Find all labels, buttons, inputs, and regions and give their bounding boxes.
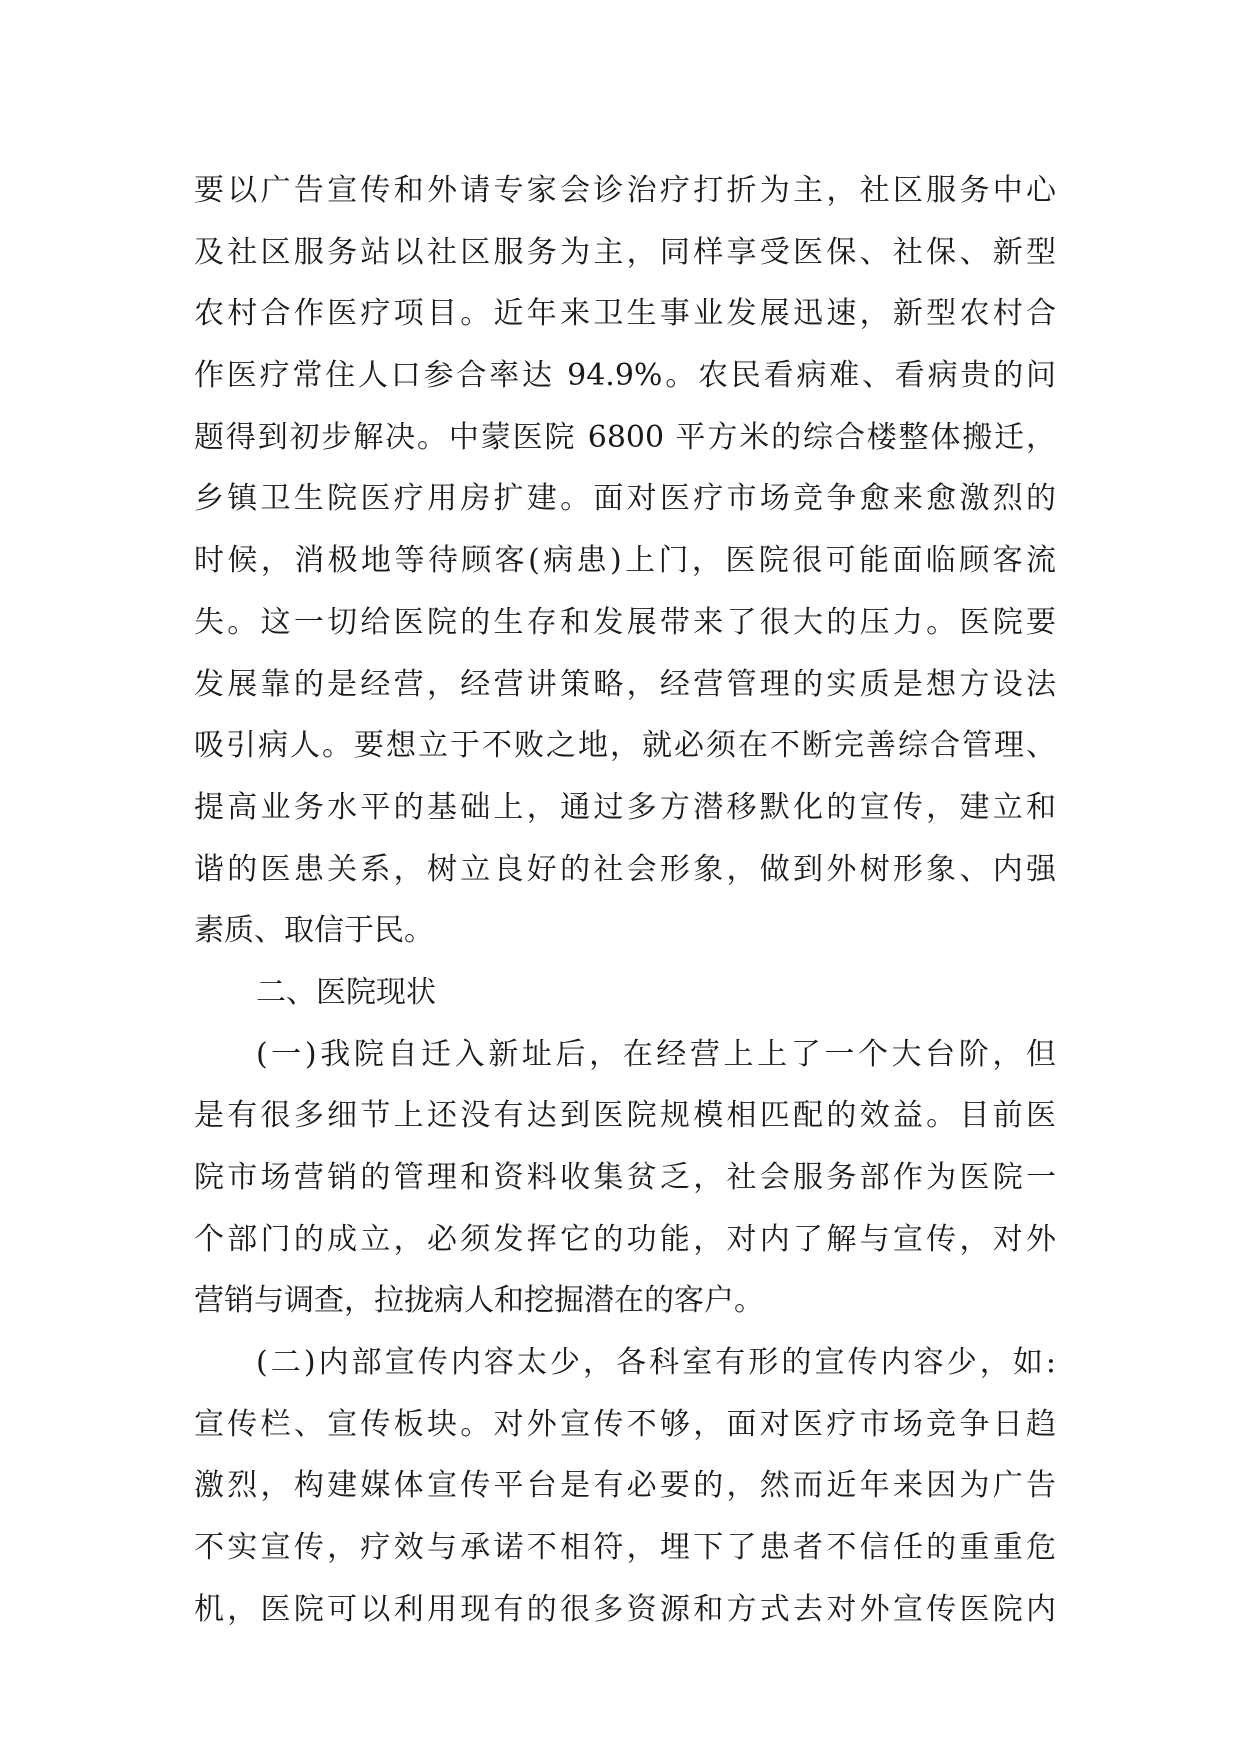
text-line: 素质、取信于民。: [194, 913, 434, 949]
text-line: 激烈，构建媒体宣传平台是有必要的，然而近年来因为广告: [194, 1468, 1056, 1504]
document-body: [194, 160, 1056, 1641]
text-line: 院市场营销的管理和资料收集贫乏，社会服务部作为医院一: [194, 1160, 1056, 1195]
text-line: 及社区服务站以社区服务为主，同样享受医保、社保、新型: [194, 234, 1056, 270]
text-line: 是有很多细节上还没有达到医院规模相匹配的效益。目前医: [194, 1098, 1056, 1134]
text-line: 吸引病人。要想立于不败之地，就必须在不断完善综合管理、: [194, 728, 1056, 764]
text-line: 谐的医患关系，树立良好的社会形象，做到外树形象、内强: [194, 851, 1056, 887]
text-line: 题得到初步解决。中蒙医院 6800 平方米的综合楼整体搬迁，: [194, 419, 1056, 455]
text-line: 机，医院可以利用现有的很多资源和方式去对外宣传医院内: [194, 1591, 1056, 1627]
text-line: 乡镇卫生院医疗用房扩建。面对医疗市场竞争愈来愈激烈的: [194, 481, 1056, 517]
text-line: 失。这一切给医院的生存和发展带来了很大的压力。医院要: [194, 604, 1056, 640]
text-line: 农村合作医疗项目。近年来卫生事业发展迅速，新型农村合: [194, 296, 1056, 332]
text-line: 不实宣传，疗效与承诺不相符，埋下了患者不信任的重重危: [194, 1530, 1056, 1566]
text-line: 发展靠的是经营，经营讲策略，经营管理的实质是想方设法: [194, 666, 1056, 702]
text-line: 营销与调查，拉拢病人和挖掘潜在的客户。: [194, 1283, 764, 1319]
section-heading: 二、医院现状: [256, 974, 436, 1010]
text-line: (一)我院自迁入新址后，在经营上上了一个大台阶，但: [256, 1036, 1056, 1072]
text-line: 时候，消极地等待顾客(病患)上门，医院很可能面临顾客流: [194, 543, 1056, 579]
text-line: 作医疗常住人口参合率达 94.9%。农民看病难、看病贵的问: [194, 358, 1056, 394]
text-line: 个部门的成立，必须发挥它的功能，对内了解与宣传，对外: [194, 1221, 1056, 1257]
text-line: 提高业务水平的基础上，通过多方潜移默化的宣传，建立和: [194, 789, 1056, 825]
text-line: (二)内部宣传内容太少，各科室有形的宣传内容少，如:: [256, 1345, 1056, 1381]
text-line: 宣传栏、宣传板块。对外宣传不够，面对医疗市场竞争日趋: [194, 1406, 1056, 1442]
text-line: 要以广告宣传和外请专家会诊治疗打折为主，社区服务中心: [194, 173, 1056, 208]
